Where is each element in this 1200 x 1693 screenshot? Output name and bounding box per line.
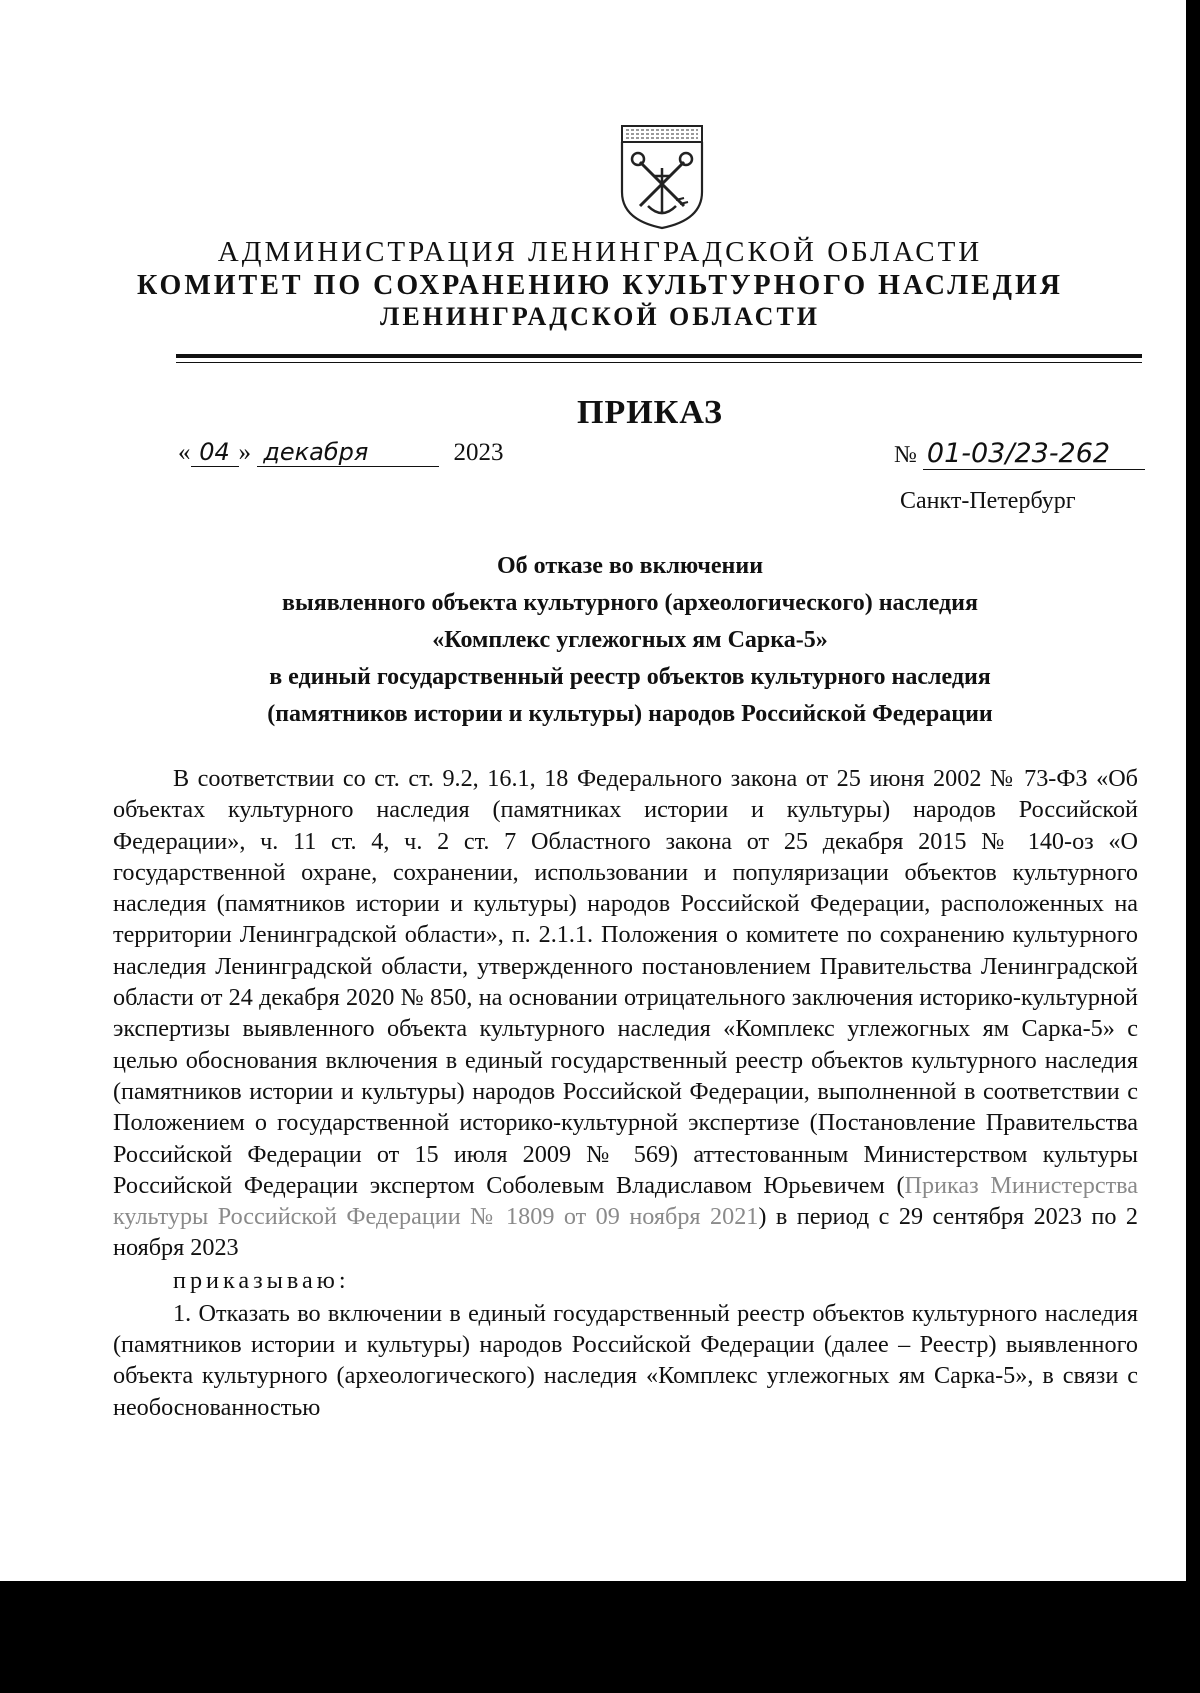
order-number — [894, 438, 1145, 470]
number-value: 01-03/23-262 — [923, 438, 1145, 470]
org-name-line2: КОМИТЕТ ПО СОХРАНЕНИЮ КУЛЬТУРНОГО НАСЛЕДИЯ — [136, 270, 1064, 301]
title-line: «Комплекс углежогных ям Сарка-5» — [432, 627, 828, 653]
header-divider-thin — [176, 362, 1142, 363]
document-body — [113, 763, 1138, 1423]
title-line: Об отказе во включении — [496, 553, 764, 579]
header-divider-thick — [176, 354, 1142, 358]
order-item-1: 1. Отказать во включении в единый государственный реестр объектов культурного наследия (памятников истории и культуры) народов Российской Федерации (далее – Реестр) выявленного объекта культурного (археологического) наследия «Комплекс углежогных ям Сарка-5», в связи с необоснованностью — [113, 1299, 1138, 1421]
date-close-quote: » — [238, 439, 251, 466]
title-line: (памятников истории и культуры) народов Российской Федерации — [267, 701, 993, 727]
date-day: 04 — [191, 438, 239, 467]
city: Санкт-Петербург — [900, 488, 1076, 514]
number-prefix: № — [894, 442, 917, 468]
preamble-paragraph — [113, 763, 1138, 1264]
coat-of-arms-icon — [614, 122, 710, 232]
document-type: ПРИКАЗ — [577, 394, 723, 431]
preamble-reference: Приказ Министерства культуры Российской Федерации № 1809 от 09 ноября 2021 — [113, 1171, 1138, 1231]
decree-word: приказываю: — [173, 1266, 350, 1294]
preamble-period: ) в период с 29 сентября 2023 по 2 ноября 2023 — [113, 1203, 1138, 1262]
org-name-line1: АДМИНИСТРАЦИЯ ЛЕНИНГРАДСКОЙ ОБЛАСТИ — [217, 236, 983, 268]
order-date — [178, 438, 504, 467]
date-open-quote: « — [178, 439, 191, 466]
preamble-text: В соответствии со ст. ст. 9.2, 16.1, 18 Федерального закона от 25 июня 2002 № 73-ФЗ «Об объектах культурного наследия (памятниках истории и культуры) народов Российской Федерации», ч. 11 ст. 4, ч. 2 ст. 7 Областного закона от 25 декабря 2015 № 140-оз «О государственной охране, сохранении, использовании и популяризации объектов культурного наследия (памятников истории и культуры) народов Российской Федерации, расположенных на территории Ленинградской области», п. 2.1.1. Положения о комитете по сохранению культурного наследия Ленинградской области, утвержденного постановлением Правительства Ленинградской области от 24 декабря 2020 № 850, на основании отрицательного заключения историко-культурной экспертизы выявленного объекта культурного наследия «Комплекс углежогных ям Сарка-5» с целью обоснования включения в единый государственный реестр объектов культурного наследия (памятников истории и культуры) народов Российской Федерации, выполненной в соответствии с Положением о государственной историко-культурной экспертизе (Постановление Правительства Российской Федерации от 15 июля 2009 № 569) аттестованным Министерством культуры Российской Федерации экспертом Соболевым Владиславом Юрьевичем ( — [113, 765, 1138, 1199]
title-line: выявленного объекта культурного (археологического) наследия — [282, 590, 978, 616]
document-title — [160, 548, 1100, 733]
org-name-line3: ЛЕНИНГРАДСКОЙ ОБЛАСТИ — [379, 302, 821, 331]
title-line: в единый государственный реестр объектов культурного наследия — [269, 664, 991, 690]
scan-edge-bottom — [0, 1581, 1200, 1693]
date-month: декабря — [257, 438, 439, 467]
date-year: 2023 — [453, 439, 504, 466]
